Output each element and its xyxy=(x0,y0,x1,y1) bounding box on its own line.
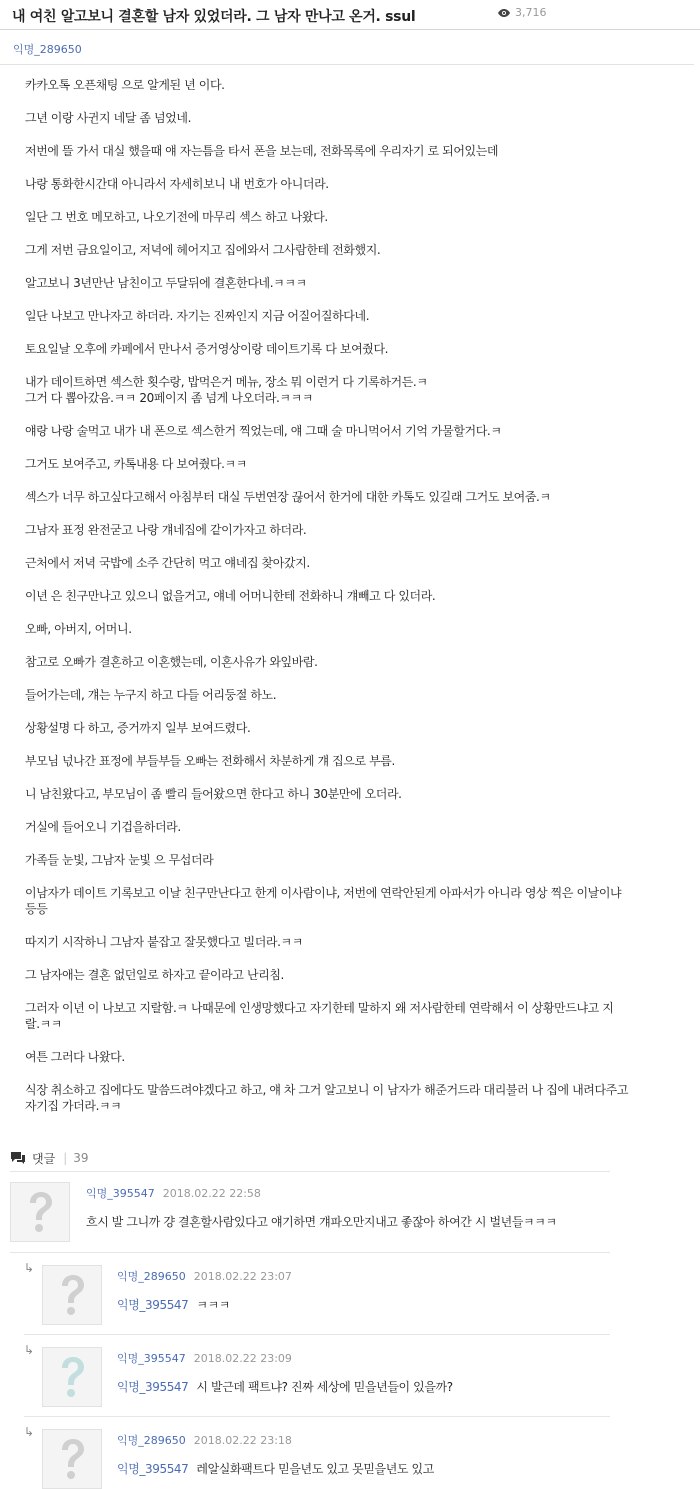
post-author[interactable]: 익명_289650 xyxy=(13,43,82,56)
comment-text: 흐시 발 그니까 걍 결혼할사람있다고 얘기하면 걔파오만지내고 좋잖아 하여간 시 벌년들ㅋㅋㅋ xyxy=(86,1215,557,1229)
post-paragraph: 얘랑 나랑 술먹고 내가 내 폰으로 섹스한거 찍었는데, 얘 그때 술 마니먹어서 기억 가물할거다.ㅋ xyxy=(25,424,502,438)
post-paragraph: 그년 이랑 사귄지 네달 좀 넘었네. xyxy=(25,111,191,125)
avatar xyxy=(42,1429,102,1489)
comment-body xyxy=(117,1378,453,1395)
post-paragraph: 거실에 들어오니 기겁을하더라. xyxy=(25,820,181,834)
post-body xyxy=(25,77,685,1131)
post-paragraph: 그게 저번 금요일이고, 저녁에 헤어지고 집에와서 그사람한테 전화했지. xyxy=(25,243,381,257)
post-paragraph: 참고로 오빠가 결혼하고 이혼했는데, 이혼사유가 와잎바람. xyxy=(25,655,318,669)
post-author-bar xyxy=(0,31,694,65)
reply-arrow-icon: ↳ xyxy=(24,1425,35,1439)
comment-body xyxy=(117,1460,434,1477)
comment-divider xyxy=(24,1416,610,1417)
post-paragraph: 식장 취소하고 집에다도 말씀드려야겠다고 하고, 얘 차 그거 알고보니 이 남자가 해준거드라 대리불러 나 집에 내려다주고 자기집 가더라.ㅋㅋ xyxy=(25,1083,629,1113)
comment-divider xyxy=(10,1252,610,1253)
post-paragraph: 그러자 이년 이 나보고 지랄함.ㅋ 나때문에 인생망했다고 자기한테 말하지 왜 저사람한테 연락해서 이 상황만드냐고 지 랄.ㅋㅋ xyxy=(25,1001,614,1031)
post-paragraph: 토요일날 오후에 카페에서 만나서 증거영상이랑 데이트기록 다 보여줬다. xyxy=(25,342,389,356)
comment-author[interactable]: 익명_289650 xyxy=(117,1270,186,1283)
comments-separator: | xyxy=(63,1151,68,1165)
avatar xyxy=(10,1182,70,1242)
view-count xyxy=(497,6,547,19)
comment-meta xyxy=(117,1268,292,1284)
post-paragraph: 일단 나보고 만나자고 하더라. 자기는 진짜인지 지금 어질어질하다네. xyxy=(25,309,370,323)
post-paragraph: 내가 데이트하면 섹스한 횟수랑, 밥먹은거 메뉴, 장소 뭐 이런거 다 기록하거든.ㅋ 그거 다 뽑아갔음.ㅋㅋ 20페이지 좀 넘게 나오더라.ㅋㅋㅋ xyxy=(25,375,428,405)
comments-label: 댓글 xyxy=(32,1151,56,1166)
comment-author[interactable]: 익명_289650 xyxy=(117,1434,186,1447)
comment-meta xyxy=(86,1185,261,1201)
post-paragraph: 그남자 표정 완전굳고 나랑 걔네집에 같이가자고 하더라. xyxy=(25,523,307,537)
view-count-value: 3,716 xyxy=(515,6,547,19)
post-paragraph: 오빠, 아버지, 어머니. xyxy=(25,622,132,636)
comment-body xyxy=(117,1296,230,1313)
comments-count: 39 xyxy=(73,1151,89,1165)
post-title: 내 여친 알고보니 결혼할 남자 있었더라. 그 남자 만나고 온거. ssul xyxy=(12,9,416,25)
post-paragraph: 섹스가 너무 하고싶다고해서 아침부터 대실 두번연장 끊어서 한거에 대한 카톡도 있길래 그거도 보여줌.ㅋ xyxy=(25,490,551,504)
reply-arrow-icon: ↳ xyxy=(24,1343,35,1357)
comment-timestamp: 2018.02.22 23:07 xyxy=(193,1270,292,1283)
comment-timestamp: 2018.02.22 23:09 xyxy=(193,1352,292,1365)
question-mark-avatar-icon xyxy=(54,1355,90,1399)
post-paragraph: 일단 그 번호 메모하고, 나오기전에 마무리 섹스 하고 나왔다. xyxy=(25,210,328,224)
post-paragraph: 부모님 넋나간 표정에 부들부들 오빠는 전화해서 차분하게 걔 집으로 부름. xyxy=(25,754,395,768)
comment-bubble-icon xyxy=(10,1151,26,1165)
post-header xyxy=(0,0,700,30)
comment-text: ㅋㅋㅋ xyxy=(196,1298,230,1312)
avatar xyxy=(42,1347,102,1407)
post-paragraph: 들어가는데, 걔는 누구지 하고 다들 어리둥절 하노. xyxy=(25,688,277,702)
comments-header xyxy=(10,1145,610,1172)
comment-author[interactable]: 익명_395547 xyxy=(86,1187,155,1200)
reply-arrow-icon: ↳ xyxy=(24,1261,35,1275)
post-paragraph: 그거도 보여주고, 카톡내용 다 보여줬다.ㅋㅋ xyxy=(25,457,247,471)
comment-meta xyxy=(117,1350,292,1366)
comment-author[interactable]: 익명_395547 xyxy=(117,1352,186,1365)
comment-timestamp: 2018.02.22 23:18 xyxy=(193,1434,292,1447)
question-mark-avatar-icon xyxy=(54,1437,90,1481)
post-paragraph: 저번에 뜰 가서 대실 했을때 얘 자는틈을 타서 폰을 보는데, 전화목록에 우리자기 로 되어있는데 xyxy=(25,144,499,158)
post-paragraph: 여튼 그러다 나왔다. xyxy=(25,1050,125,1064)
post-paragraph: 이년 은 친구만나고 있으니 없을거고, 얘네 어머니한테 전화하니 걔빼고 다 있더라. xyxy=(25,589,436,603)
post-paragraph: 니 남친왔다고, 부모님이 좀 빨리 들어왔으면 한다고 하니 30분만에 오더라. xyxy=(25,787,402,801)
avatar xyxy=(42,1265,102,1325)
post-paragraph: 나랑 통화한시간대 아니라서 자세히보니 내 번호가 아니더라. xyxy=(25,177,329,191)
reply-target[interactable]: 익명_395547 xyxy=(117,1298,189,1312)
post-paragraph: 이남자가 데이트 기록보고 이날 친구만난다고 한게 이사람이냐, 저번에 연락안된게 아파서가 아니라 영상 찍은 이날이냐 등등 xyxy=(25,886,622,916)
question-mark-avatar-icon xyxy=(54,1273,90,1317)
reply-target[interactable]: 익명_395547 xyxy=(117,1462,189,1476)
reply-target[interactable]: 익명_395547 xyxy=(117,1380,189,1394)
post-paragraph: 근처에서 저녁 국밥에 소주 간단히 먹고 얘네집 찾아갔지. xyxy=(25,556,310,570)
post-paragraph: 상황설명 다 하고, 증거까지 일부 보여드렸다. xyxy=(25,721,251,735)
post-paragraph: 카카오톡 오픈채팅 으로 알게된 년 이다. xyxy=(25,78,225,92)
post-paragraph: 가족들 눈빛, 그남자 눈빛 으 무섭더라 xyxy=(25,853,214,867)
comment-text: 레알실화팩트다 믿을년도 있고 못믿을년도 있고 xyxy=(196,1462,434,1476)
question-mark-avatar-icon xyxy=(22,1190,58,1234)
eye-icon xyxy=(497,8,511,18)
post-paragraph: 따지기 시작하니 그남자 붙잡고 잘못했다고 빌더라.ㅋㅋ xyxy=(25,935,303,949)
comment-divider xyxy=(24,1334,610,1335)
comment-timestamp: 2018.02.22 22:58 xyxy=(162,1187,261,1200)
comment-text: 시 발근데 팩트냐? 진짜 세상에 믿을년들이 있을까? xyxy=(196,1380,453,1394)
post-paragraph: 알고보니 3년만난 남친이고 두달뒤에 결혼한다네.ㅋㅋㅋ xyxy=(25,276,307,290)
comment-body xyxy=(86,1213,557,1230)
post-paragraph: 그 남자애는 결혼 없던일로 하자고 끝이라고 난리침. xyxy=(25,968,284,982)
comment-meta xyxy=(117,1432,292,1448)
